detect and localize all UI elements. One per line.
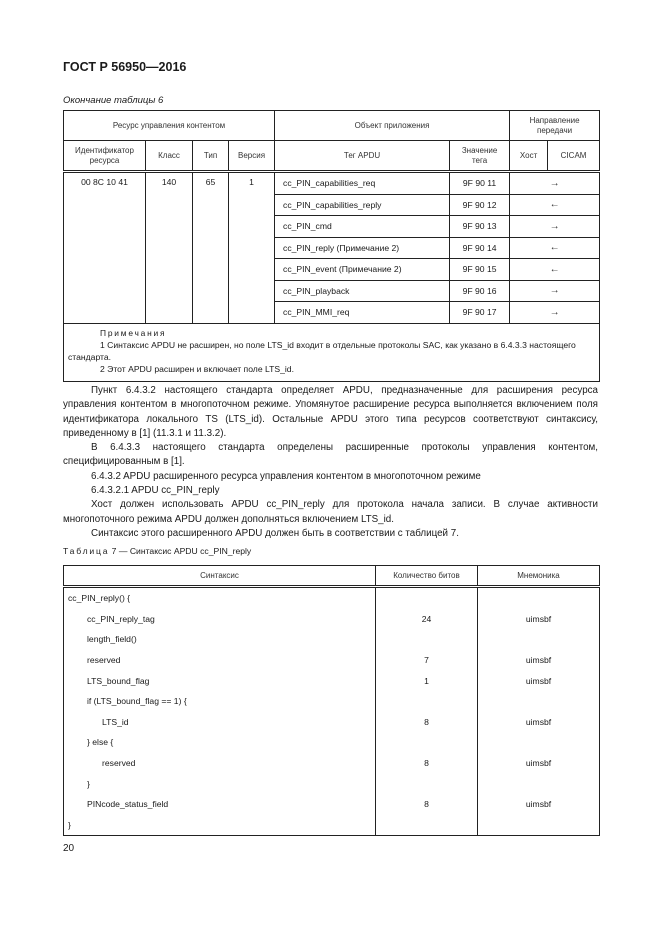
syntax-cell: LTS_id bbox=[64, 712, 376, 733]
col-header-resource-id: Идентификатор ресурса bbox=[64, 141, 146, 172]
table7-caption-label: Таблица bbox=[63, 546, 110, 556]
apdu-tag-cell: cc_PIN_capabilities_reply bbox=[275, 194, 450, 216]
apdu-tag-cell: cc_PIN_MMI_req bbox=[275, 302, 450, 324]
mnemonic-cell bbox=[478, 587, 600, 609]
mnemonic-cell bbox=[478, 732, 600, 753]
resource-type-cell: 65 bbox=[193, 172, 229, 324]
syntax-cell: if (LTS_bound_flag == 1) { bbox=[64, 691, 376, 712]
mnemonic-cell: uimsbf bbox=[478, 609, 600, 630]
direction-arrow-icon: → bbox=[510, 216, 600, 238]
col-header-apdu-tag: Тег APDU bbox=[275, 141, 450, 172]
table7-caption bbox=[63, 546, 251, 556]
table-row bbox=[64, 712, 600, 733]
bits-cell bbox=[376, 587, 478, 609]
bits-cell bbox=[376, 629, 478, 650]
apdu-tag-cell: cc_PIN_reply (Примечание 2) bbox=[275, 237, 450, 259]
bits-cell: 7 bbox=[376, 650, 478, 671]
direction-arrow-icon: → bbox=[510, 302, 600, 324]
table-row bbox=[64, 691, 600, 712]
table-row bbox=[64, 670, 600, 691]
syntax-cell: } else { bbox=[64, 732, 376, 753]
syntax-cell: reserved bbox=[64, 753, 376, 774]
col-header-cicam: CICAM bbox=[548, 141, 600, 172]
mnemonic-cell bbox=[478, 773, 600, 794]
tag-value-cell: 9F 90 13 bbox=[450, 216, 510, 238]
table-row bbox=[64, 773, 600, 794]
table-row bbox=[64, 794, 600, 815]
subsection-heading: 6.4.3.2.1 APDU cc_PIN_reply bbox=[91, 485, 220, 497]
direction-arrow-icon: ← bbox=[510, 194, 600, 216]
resource-class-cell: 140 bbox=[146, 172, 193, 324]
group-header-direction: Направление передачи bbox=[510, 111, 600, 141]
tag-value-cell: 9F 90 17 bbox=[450, 302, 510, 324]
bits-cell: 8 bbox=[376, 753, 478, 774]
table-row bbox=[64, 609, 600, 630]
col-header-mnemonic: Мнемоника bbox=[478, 566, 600, 587]
paragraph: В 6.4.3.3 настоящего стандарта определены расширенные протоколы управления контентом, специфицированным в [1]. bbox=[63, 442, 598, 468]
table7-caption-text: 7 — Синтаксис APDU cc_PIN_reply bbox=[109, 546, 252, 556]
apdu-tag-cell: cc_PIN_event (Примечание 2) bbox=[275, 259, 450, 281]
col-header-type: Тип bbox=[193, 141, 229, 172]
paragraph: Пункт 6.4.3.2 настоящего стандарта определяет APDU, предназначенные для расширения ресурса управления контентом в многопоточном режиме. Упомянутое расширение ресурса выполняется включением поля идентификатора локального TS (LTS_id). Остальные APDU этого типа ресурсов соответствуют синтаксису, приведенному в [1] (11.3.1 и 11.3.2). bbox=[63, 385, 598, 439]
table-row bbox=[64, 815, 600, 836]
col-header-class: Класс bbox=[146, 141, 193, 172]
apdu-tag-cell: cc_PIN_capabilities_req bbox=[275, 172, 450, 195]
paragraph: Хост должен использовать APDU cc_PIN_reply для протокола начала записи. В случае активности многопоточного режима APDU должен дополняться включением LTS_id. bbox=[63, 499, 598, 525]
group-header-resource: Ресурс управления контентом bbox=[64, 111, 275, 141]
table-row bbox=[64, 753, 600, 774]
table-row bbox=[64, 650, 600, 671]
direction-arrow-icon: ← bbox=[510, 259, 600, 281]
body-text bbox=[63, 384, 598, 541]
bits-cell bbox=[376, 815, 478, 836]
tag-value-cell: 9F 90 11 bbox=[450, 172, 510, 195]
syntax-cell: } bbox=[64, 773, 376, 794]
bits-cell bbox=[376, 773, 478, 794]
syntax-cell: reserved bbox=[64, 650, 376, 671]
table-row bbox=[64, 587, 600, 609]
syntax-cell: cc_PIN_reply_tag bbox=[64, 609, 376, 630]
page-number: 20 bbox=[63, 843, 75, 854]
tag-value-cell: 9F 90 16 bbox=[450, 280, 510, 302]
table6 bbox=[63, 110, 600, 382]
resource-version-cell: 1 bbox=[229, 172, 275, 324]
notes-heading: Примечания bbox=[100, 327, 167, 338]
apdu-tag-cell: cc_PIN_playback bbox=[275, 280, 450, 302]
syntax-cell: PINcode_status_field bbox=[64, 794, 376, 815]
col-header-bits: Количество битов bbox=[376, 566, 478, 587]
bits-cell: 8 bbox=[376, 794, 478, 815]
mnemonic-cell: uimsbf bbox=[478, 753, 600, 774]
table7 bbox=[63, 565, 600, 836]
mnemonic-cell bbox=[478, 815, 600, 836]
mnemonic-cell bbox=[478, 629, 600, 650]
paragraph: Синтаксис этого расширенного APDU должен быть в соответствии с таблицей 7. bbox=[91, 527, 459, 539]
table-row bbox=[64, 172, 600, 195]
syntax-cell: LTS_bound_flag bbox=[64, 670, 376, 691]
resource-id-cell: 00 8C 10 41 bbox=[64, 172, 146, 324]
table-row bbox=[64, 629, 600, 650]
note-item-1: 1 Синтаксис APDU не расширен, но поле LTS_id входит в отдельные протоколы SAC, как указано в 6.4.3.3 настоящего стандарта. bbox=[68, 339, 576, 362]
mnemonic-cell: uimsbf bbox=[478, 794, 600, 815]
section-heading: 6.4.3.2 APDU расширенного ресурса управления контентом в многопоточном режиме bbox=[91, 470, 481, 482]
syntax-cell: cc_PIN_reply() { bbox=[64, 587, 376, 609]
col-header-version: Версия bbox=[229, 141, 275, 172]
group-header-app-object: Объект приложения bbox=[275, 111, 510, 141]
bits-cell: 24 bbox=[376, 609, 478, 630]
tag-value-cell: 9F 90 14 bbox=[450, 237, 510, 259]
syntax-cell: length_field() bbox=[64, 629, 376, 650]
bits-cell: 1 bbox=[376, 670, 478, 691]
apdu-tag-cell: cc_PIN_cmd bbox=[275, 216, 450, 238]
mnemonic-cell: uimsbf bbox=[478, 670, 600, 691]
mnemonic-cell: uimsbf bbox=[478, 712, 600, 733]
col-header-syntax: Синтаксис bbox=[64, 566, 376, 587]
mnemonic-cell: uimsbf bbox=[478, 650, 600, 671]
bits-cell: 8 bbox=[376, 712, 478, 733]
bits-cell bbox=[376, 691, 478, 712]
mnemonic-cell bbox=[478, 691, 600, 712]
tag-value-cell: 9F 90 12 bbox=[450, 194, 510, 216]
table-row bbox=[64, 732, 600, 753]
direction-arrow-icon: → bbox=[510, 172, 600, 195]
direction-arrow-icon: → bbox=[510, 280, 600, 302]
direction-arrow-icon: ← bbox=[510, 237, 600, 259]
document-header-standard-id: ГОСТ Р 56950—2016 bbox=[63, 60, 187, 74]
table6-notes bbox=[64, 323, 600, 381]
bits-cell bbox=[376, 732, 478, 753]
col-header-tag-value: Значение тега bbox=[450, 141, 510, 172]
table6-continuation-caption: Окончание таблицы 6 bbox=[63, 95, 164, 106]
syntax-cell: } bbox=[64, 815, 376, 836]
tag-value-cell: 9F 90 15 bbox=[450, 259, 510, 281]
note-item-2: 2 Этот APDU расширен и включает поле LTS_id. bbox=[100, 363, 294, 374]
col-header-host: Хост bbox=[510, 141, 548, 172]
